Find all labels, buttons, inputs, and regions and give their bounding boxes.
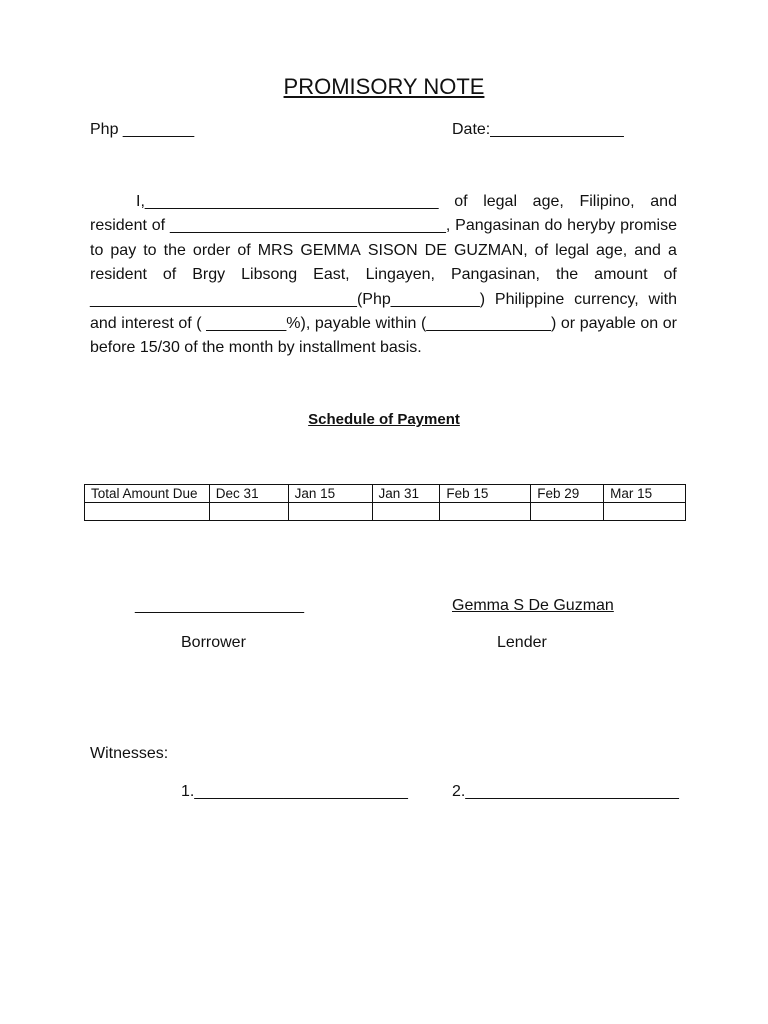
paragraph-word: GEMMA — [300, 241, 361, 259]
paragraph-word: to — [90, 241, 104, 259]
table-header-cell: Feb 29 — [531, 485, 604, 503]
paragraph-word: age, — [532, 193, 564, 210]
paragraph-word: Philippine — [494, 290, 565, 308]
borrower-label: Borrower — [181, 634, 246, 651]
promise-paragraph — [90, 190, 677, 361]
paragraph-word: or — [560, 315, 576, 333]
paragraph-word: of — [534, 241, 549, 259]
paragraph-word: currency, — [574, 290, 639, 308]
paragraph-word: before 15/30 of the month by installment basis. — [90, 339, 422, 357]
table-header-cell: Total Amount Due — [85, 485, 210, 503]
paragraph-word: Pangasinan, — [450, 266, 540, 284]
paragraph-word: heryby — [567, 217, 616, 235]
paragraph-word: I,_________________________________ — [136, 193, 439, 210]
paragraph-word: pay — [110, 241, 137, 259]
table-cell — [604, 503, 686, 521]
paragraph-line — [90, 312, 677, 336]
paragraph-word: _______________________________, — [169, 217, 451, 235]
paragraph-word: GUZMAN, — [453, 241, 528, 259]
paragraph-word: of — [663, 266, 677, 284]
payment-schedule-table — [84, 484, 686, 521]
table-header-row — [85, 485, 686, 503]
paragraph-word: of — [178, 315, 192, 333]
paragraph-word: DE — [424, 241, 447, 259]
table-cell — [288, 503, 372, 521]
paragraph-word: payable — [579, 315, 636, 333]
table-row — [85, 503, 686, 521]
borrower-signature-line: ___________________ — [135, 597, 305, 614]
paragraph-word: MRS — [257, 241, 294, 259]
table-header-cell: Dec 31 — [209, 485, 288, 503]
witness-1-line: 1.________________________ — [181, 783, 408, 800]
paragraph-line — [90, 288, 677, 312]
paragraph-word: a — [667, 241, 677, 259]
schedule-heading: Schedule of Payment — [308, 411, 460, 428]
paragraph-word: East, — [313, 266, 350, 284]
table-cell — [372, 503, 440, 521]
paragraph-word: of — [454, 193, 468, 210]
table-cell — [209, 503, 288, 521]
table-header-cell: Mar 15 — [604, 485, 686, 503]
paragraph-word: ( — [196, 315, 202, 333]
paragraph-word: promise — [620, 217, 677, 235]
date-line: Date:_______________ — [452, 121, 624, 138]
lender-label: Lender — [497, 634, 547, 651]
paragraph-line — [90, 239, 677, 263]
paragraph-word: legal — [555, 241, 589, 259]
paragraph-word: with — [648, 290, 677, 308]
table-cell — [531, 503, 604, 521]
paragraph-word: and — [650, 193, 677, 210]
paragraph-word: to — [143, 241, 157, 259]
paragraph-line — [90, 336, 677, 360]
paragraph-word: of — [162, 266, 177, 284]
lender-name: Gemma S De Guzman — [452, 597, 614, 614]
paragraph-word: ______________________________(Php__________) — [90, 290, 486, 308]
paragraph-line — [90, 263, 677, 287]
table-header-cell: Jan 15 — [288, 485, 372, 503]
paragraph-word: do — [544, 217, 563, 235]
paragraph-word: and — [634, 241, 661, 259]
paragraph-word: within — [375, 315, 417, 333]
paragraph-word: Filipino, — [579, 193, 635, 210]
paragraph-word: interest — [121, 315, 174, 333]
paragraph-word: legal — [483, 193, 518, 210]
paragraph-word: the — [555, 266, 579, 284]
paragraph-line — [90, 214, 677, 238]
paragraph-word: payable — [314, 315, 371, 333]
paragraph-word: _________%), — [206, 315, 311, 333]
paragraph-word: resident — [90, 266, 147, 284]
paragraph-word: on — [640, 315, 659, 333]
paragraph-word: of — [151, 217, 166, 235]
paragraph-word: Brgy — [192, 266, 226, 284]
paragraph-word: or — [662, 315, 677, 333]
paragraph-word: Lingayen, — [365, 266, 435, 284]
table-cell — [85, 503, 210, 521]
paragraph-line — [90, 190, 677, 214]
table-header-cell: Feb 15 — [440, 485, 531, 503]
paragraph-word: (______________) — [421, 315, 557, 333]
document-title: PROMISORY NOTE — [283, 74, 485, 99]
table-cell — [440, 503, 531, 521]
paragraph-word: resident — [90, 217, 147, 235]
table-header-cell: Jan 31 — [372, 485, 440, 503]
paragraph-word: age, — [596, 241, 628, 259]
paragraph-word: Libsong — [241, 266, 298, 284]
witnesses-label: Witnesses: — [90, 745, 169, 762]
paragraph-word: order — [192, 241, 231, 259]
paragraph-word: amount — [594, 266, 648, 284]
php-amount-line: Php ________ — [90, 121, 195, 138]
paragraph-word: and — [90, 315, 117, 333]
witness-2-line: 2.________________________ — [452, 783, 679, 800]
paragraph-word: Pangasinan — [455, 217, 540, 235]
paragraph-word: of — [237, 241, 251, 259]
paragraph-word: the — [163, 241, 186, 259]
paragraph-word: SISON — [367, 241, 418, 259]
